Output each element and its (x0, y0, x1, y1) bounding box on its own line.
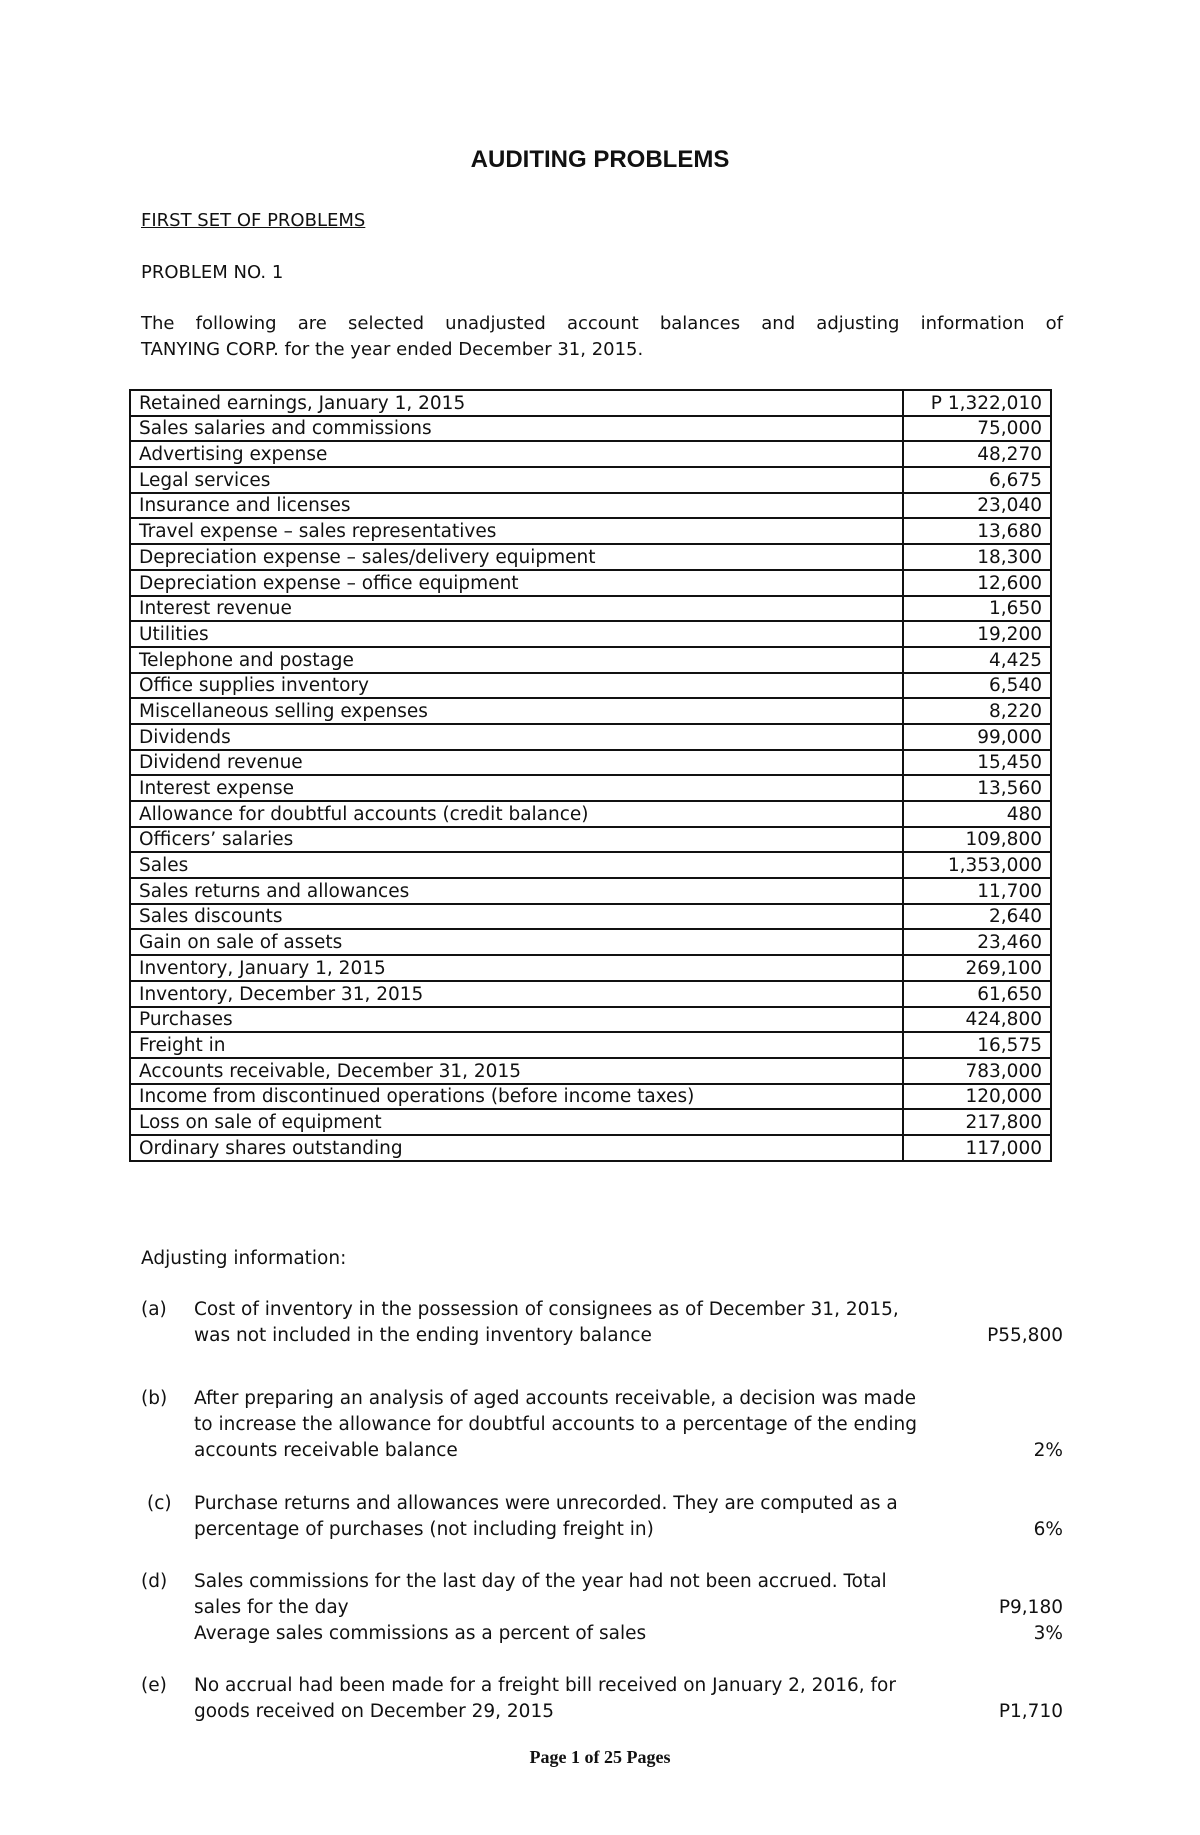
set-heading: FIRST SET OF PROBLEMS (141, 210, 366, 231)
account-amount: 1,650 (903, 596, 1051, 622)
intro-paragraph (141, 311, 1063, 363)
table-row (130, 647, 1051, 673)
account-amount: P 1,322,010 (903, 390, 1051, 416)
item-text (194, 1673, 924, 1725)
account-amount: 99,000 (903, 724, 1051, 750)
account-amount: 783,000 (903, 1058, 1051, 1084)
item-value: 3% (1033, 1623, 1063, 1644)
account-amount: 117,000 (903, 1135, 1051, 1161)
account-amount: 15,450 (903, 750, 1051, 776)
account-name: Depreciation expense – office equipment (130, 570, 903, 596)
account-amount: 23,040 (903, 493, 1051, 519)
table-row (130, 441, 1051, 467)
account-amount: 23,460 (903, 929, 1051, 955)
item-line: to increase the allowance for doubtful accounts to a percentage of the ending (194, 1414, 917, 1435)
account-name: Miscellaneous selling expenses (130, 698, 903, 724)
account-amount: 12,600 (903, 570, 1051, 596)
account-amount: 18,300 (903, 544, 1051, 570)
item-label: (b) (141, 1388, 168, 1409)
account-amount: 1,353,000 (903, 852, 1051, 878)
table-row (130, 724, 1051, 750)
table-row (130, 750, 1051, 776)
account-amount: 217,800 (903, 1109, 1051, 1135)
account-name: Sales (130, 852, 903, 878)
adjusting-heading: Adjusting information: (141, 1248, 347, 1269)
item-value: 6% (1033, 1519, 1063, 1540)
account-name: Travel expense – sales representatives (130, 518, 903, 544)
intro-line-2: TANYING CORP. for the year ended December 31, 2015. (141, 339, 644, 360)
item-line: No accrual had been made for a freight bill received on January 2, 2016, for (194, 1675, 896, 1696)
item-value: P9,180 (998, 1597, 1063, 1618)
item-text (194, 1297, 924, 1349)
table-row (130, 929, 1051, 955)
account-name: Insurance and licenses (130, 493, 903, 519)
table-row (130, 390, 1051, 416)
account-name: Interest revenue (130, 596, 903, 622)
account-name: Gain on sale of assets (130, 929, 903, 955)
item-text (194, 1386, 924, 1464)
account-balances-table (129, 389, 1052, 1162)
account-amount: 19,200 (903, 621, 1051, 647)
table-row (130, 955, 1051, 981)
table-row (130, 904, 1051, 930)
account-name: Sales discounts (130, 904, 903, 930)
account-name: Interest expense (130, 775, 903, 801)
account-amount: 8,220 (903, 698, 1051, 724)
table-row (130, 673, 1051, 699)
table-row (130, 518, 1051, 544)
account-name: Officers’ salaries (130, 827, 903, 853)
account-name: Inventory, December 31, 2015 (130, 981, 903, 1007)
table-row (130, 1109, 1051, 1135)
item-text (194, 1491, 924, 1543)
table-row (130, 852, 1051, 878)
account-name: Purchases (130, 1007, 903, 1033)
table-row (130, 467, 1051, 493)
account-amount: 16,575 (903, 1032, 1051, 1058)
account-name: Dividend revenue (130, 750, 903, 776)
item-label: (c) (147, 1493, 172, 1514)
item-line: Average sales commissions as a percent of sales (194, 1623, 647, 1644)
account-amount: 6,675 (903, 467, 1051, 493)
account-name: Legal services (130, 467, 903, 493)
item-text (194, 1569, 924, 1647)
account-name: Allowance for doubtful accounts (credit balance) (130, 801, 903, 827)
problem-heading: PROBLEM NO. 1 (141, 262, 284, 283)
table-row (130, 775, 1051, 801)
table-row (130, 1007, 1051, 1033)
table-row (130, 981, 1051, 1007)
item-line: Purchase returns and allowances were unrecorded. They are computed as a (194, 1493, 898, 1514)
account-amount: 109,800 (903, 827, 1051, 853)
item-line: sales for the day (194, 1597, 349, 1618)
item-label: (a) (141, 1299, 167, 1320)
account-name: Depreciation expense – sales/delivery equipment (130, 544, 903, 570)
account-amount: 11,700 (903, 878, 1051, 904)
item-line: Cost of inventory in the possession of consignees as of December 31, 2015, (194, 1299, 899, 1320)
account-amount: 269,100 (903, 955, 1051, 981)
account-amount: 13,680 (903, 518, 1051, 544)
account-amount: 424,800 (903, 1007, 1051, 1033)
table-row (130, 827, 1051, 853)
page-footer: Page 1 of 25 Pages (529, 1747, 671, 1767)
account-name: Sales salaries and commissions (130, 416, 903, 442)
table-row (130, 416, 1051, 442)
item-label: (e) (141, 1675, 167, 1696)
item-value: P1,710 (998, 1701, 1063, 1722)
account-name: Sales returns and allowances (130, 878, 903, 904)
item-line: accounts receivable balance (194, 1440, 458, 1461)
item-value: 2% (1033, 1440, 1063, 1461)
table-row (130, 493, 1051, 519)
table-row (130, 1135, 1051, 1161)
account-name: Income from discontinued operations (before income taxes) (130, 1084, 903, 1110)
item-line: After preparing an analysis of aged accounts receivable, a decision was made (194, 1388, 916, 1409)
account-amount: 6,540 (903, 673, 1051, 699)
account-name: Inventory, January 1, 2015 (130, 955, 903, 981)
account-name: Loss on sale of equipment (130, 1109, 903, 1135)
account-amount: 75,000 (903, 416, 1051, 442)
account-name: Office supplies inventory (130, 673, 903, 699)
item-label: (d) (141, 1571, 168, 1592)
account-amount: 4,425 (903, 647, 1051, 673)
account-amount: 13,560 (903, 775, 1051, 801)
account-amount: 2,640 (903, 904, 1051, 930)
table-row (130, 596, 1051, 622)
table-row (130, 801, 1051, 827)
table-row (130, 1058, 1051, 1084)
account-name: Utilities (130, 621, 903, 647)
account-name: Ordinary shares outstanding (130, 1135, 903, 1161)
account-name: Retained earnings, January 1, 2015 (130, 390, 903, 416)
item-value: P55,800 (987, 1325, 1063, 1346)
account-amount: 120,000 (903, 1084, 1051, 1110)
item-line: goods received on December 29, 2015 (194, 1701, 554, 1722)
account-amount: 61,650 (903, 981, 1051, 1007)
table-row (130, 698, 1051, 724)
account-amount: 48,270 (903, 441, 1051, 467)
table-row (130, 1084, 1051, 1110)
item-line: Sales commissions for the last day of the year had not been accrued. Total (194, 1571, 887, 1592)
table-row (130, 621, 1051, 647)
account-amount: 480 (903, 801, 1051, 827)
account-name: Freight in (130, 1032, 903, 1058)
table-row (130, 1032, 1051, 1058)
account-name: Accounts receivable, December 31, 2015 (130, 1058, 903, 1084)
account-name: Dividends (130, 724, 903, 750)
item-line: percentage of purchases (not including freight in) (194, 1519, 654, 1540)
account-name: Advertising expense (130, 441, 903, 467)
table-row (130, 878, 1051, 904)
document-title: AUDITING PROBLEMS (470, 146, 730, 173)
account-name: Telephone and postage (130, 647, 903, 673)
table-row (130, 544, 1051, 570)
table-row (130, 570, 1051, 596)
item-line: was not included in the ending inventory balance (194, 1325, 652, 1346)
intro-line-1: The following are selected unadjusted account balances and adjusting information of (141, 313, 1063, 334)
